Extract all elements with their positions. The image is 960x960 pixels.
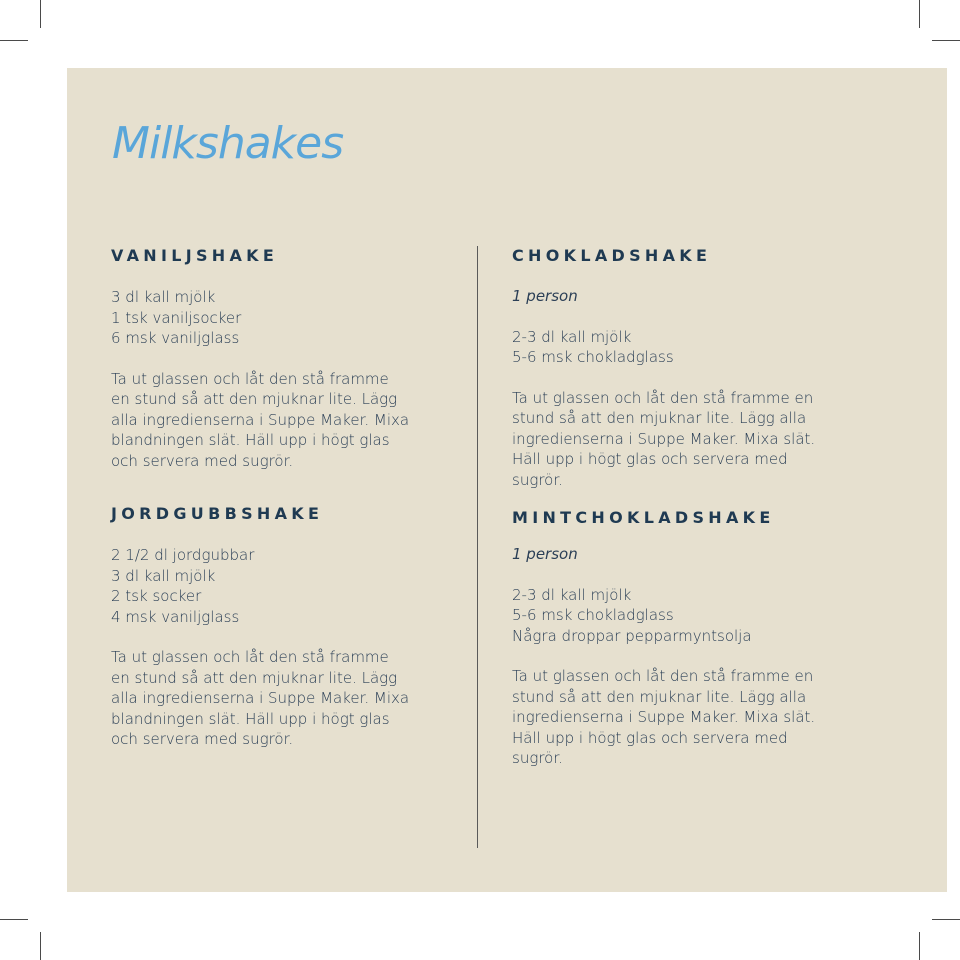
ingredient: 5-6 msk chokladglass bbox=[512, 606, 674, 624]
instruction-line: Häll upp i högt glas och servera med bbox=[512, 450, 788, 468]
recipe-heading: CHOKLADSHAKE bbox=[512, 246, 712, 265]
instruction-line: Ta ut glassen och låt den stå framme en bbox=[512, 667, 814, 685]
instruction-line: alla ingredienserna i Suppe Maker. Mixa bbox=[111, 689, 410, 707]
column-divider bbox=[477, 246, 478, 848]
ingredient: 6 msk vaniljglass bbox=[111, 329, 240, 347]
instruction-line: ingredienserna i Suppe Maker. Mixa slät. bbox=[512, 429, 816, 448]
instruction-line: ingredienserna i Suppe Maker. Mixa slät. bbox=[512, 708, 816, 726]
instruction-line: Häll upp i högt glas och servera med bbox=[512, 728, 788, 747]
recipe-page bbox=[67, 68, 947, 892]
instruction-line: en stund så att den mjuknar lite. Lägg bbox=[111, 390, 398, 408]
instruction-line: Ta ut glassen och låt den stå framme en bbox=[512, 388, 814, 407]
ingredient: 1 tsk vaniljsocker bbox=[111, 308, 242, 327]
ingredient: 4 msk vaniljglass bbox=[111, 607, 240, 626]
page-title: Milkshakes bbox=[112, 118, 344, 169]
recipe-heading: MINTCHOKLADSHAKE bbox=[512, 508, 775, 527]
instruction-line: stund så att den mjuknar lite. Lägg alla bbox=[512, 409, 807, 427]
crop-mark bbox=[40, 0, 41, 28]
crop-mark bbox=[0, 40, 28, 41]
ingredient: 2-3 dl kall mjölk bbox=[512, 585, 632, 604]
instruction-line: sugrör. bbox=[512, 749, 563, 767]
instruction-line: och servera med sugrör. bbox=[111, 451, 294, 470]
recipe-mintchokladshake bbox=[512, 508, 932, 769]
recipe-heading: JORDGUBBSHAKE bbox=[111, 504, 324, 523]
instruction-line: blandningen slät. Häll upp i högt glas bbox=[111, 431, 390, 449]
ingredient-list bbox=[111, 287, 461, 349]
serving-size: 1 person bbox=[512, 287, 578, 305]
recipe-vaniljshake bbox=[111, 246, 461, 471]
crop-mark bbox=[40, 932, 41, 960]
crop-mark bbox=[932, 919, 960, 920]
recipe-heading: VANILJSHAKE bbox=[111, 246, 279, 265]
ingredient: 2 1/2 dl jordgubbar bbox=[111, 546, 255, 564]
instruction-line: en stund så att den mjuknar lite. Lägg bbox=[111, 668, 398, 687]
instruction-line: Ta ut glassen och låt den stå framme bbox=[111, 648, 389, 666]
crop-mark bbox=[919, 0, 920, 28]
ingredient-list bbox=[512, 327, 932, 368]
crop-mark bbox=[932, 40, 960, 41]
ingredient: 3 dl kall mjölk bbox=[111, 288, 216, 306]
recipe-jordgubbshake bbox=[111, 504, 461, 750]
instruction-line: Ta ut glassen och låt den stå framme bbox=[111, 369, 389, 388]
recipe-chokladshake bbox=[512, 246, 932, 490]
crop-mark bbox=[919, 932, 920, 960]
instruction-line: och servera med sugrör. bbox=[111, 730, 294, 748]
ingredient: 3 dl kall mjölk bbox=[111, 566, 216, 585]
instructions bbox=[111, 647, 461, 750]
instruction-line: stund så att den mjuknar lite. Lägg alla bbox=[512, 687, 807, 706]
ingredient: Några droppar pepparmyntsolja bbox=[512, 626, 752, 645]
ingredient-list bbox=[111, 545, 461, 627]
ingredient-list bbox=[512, 585, 932, 647]
instructions bbox=[512, 388, 932, 491]
crop-mark bbox=[0, 919, 28, 920]
serving-size: 1 person bbox=[512, 545, 578, 563]
ingredient: 2-3 dl kall mjölk bbox=[512, 327, 632, 346]
ingredient: 2 tsk socker bbox=[111, 587, 202, 605]
instruction-line: blandningen slät. Häll upp i högt glas bbox=[111, 709, 390, 728]
instructions bbox=[512, 666, 932, 769]
instruction-line: sugrör. bbox=[512, 470, 563, 489]
instruction-line: alla ingredienserna i Suppe Maker. Mixa bbox=[111, 410, 410, 429]
instructions bbox=[111, 369, 461, 472]
ingredient: 5-6 msk chokladglass bbox=[512, 348, 674, 366]
